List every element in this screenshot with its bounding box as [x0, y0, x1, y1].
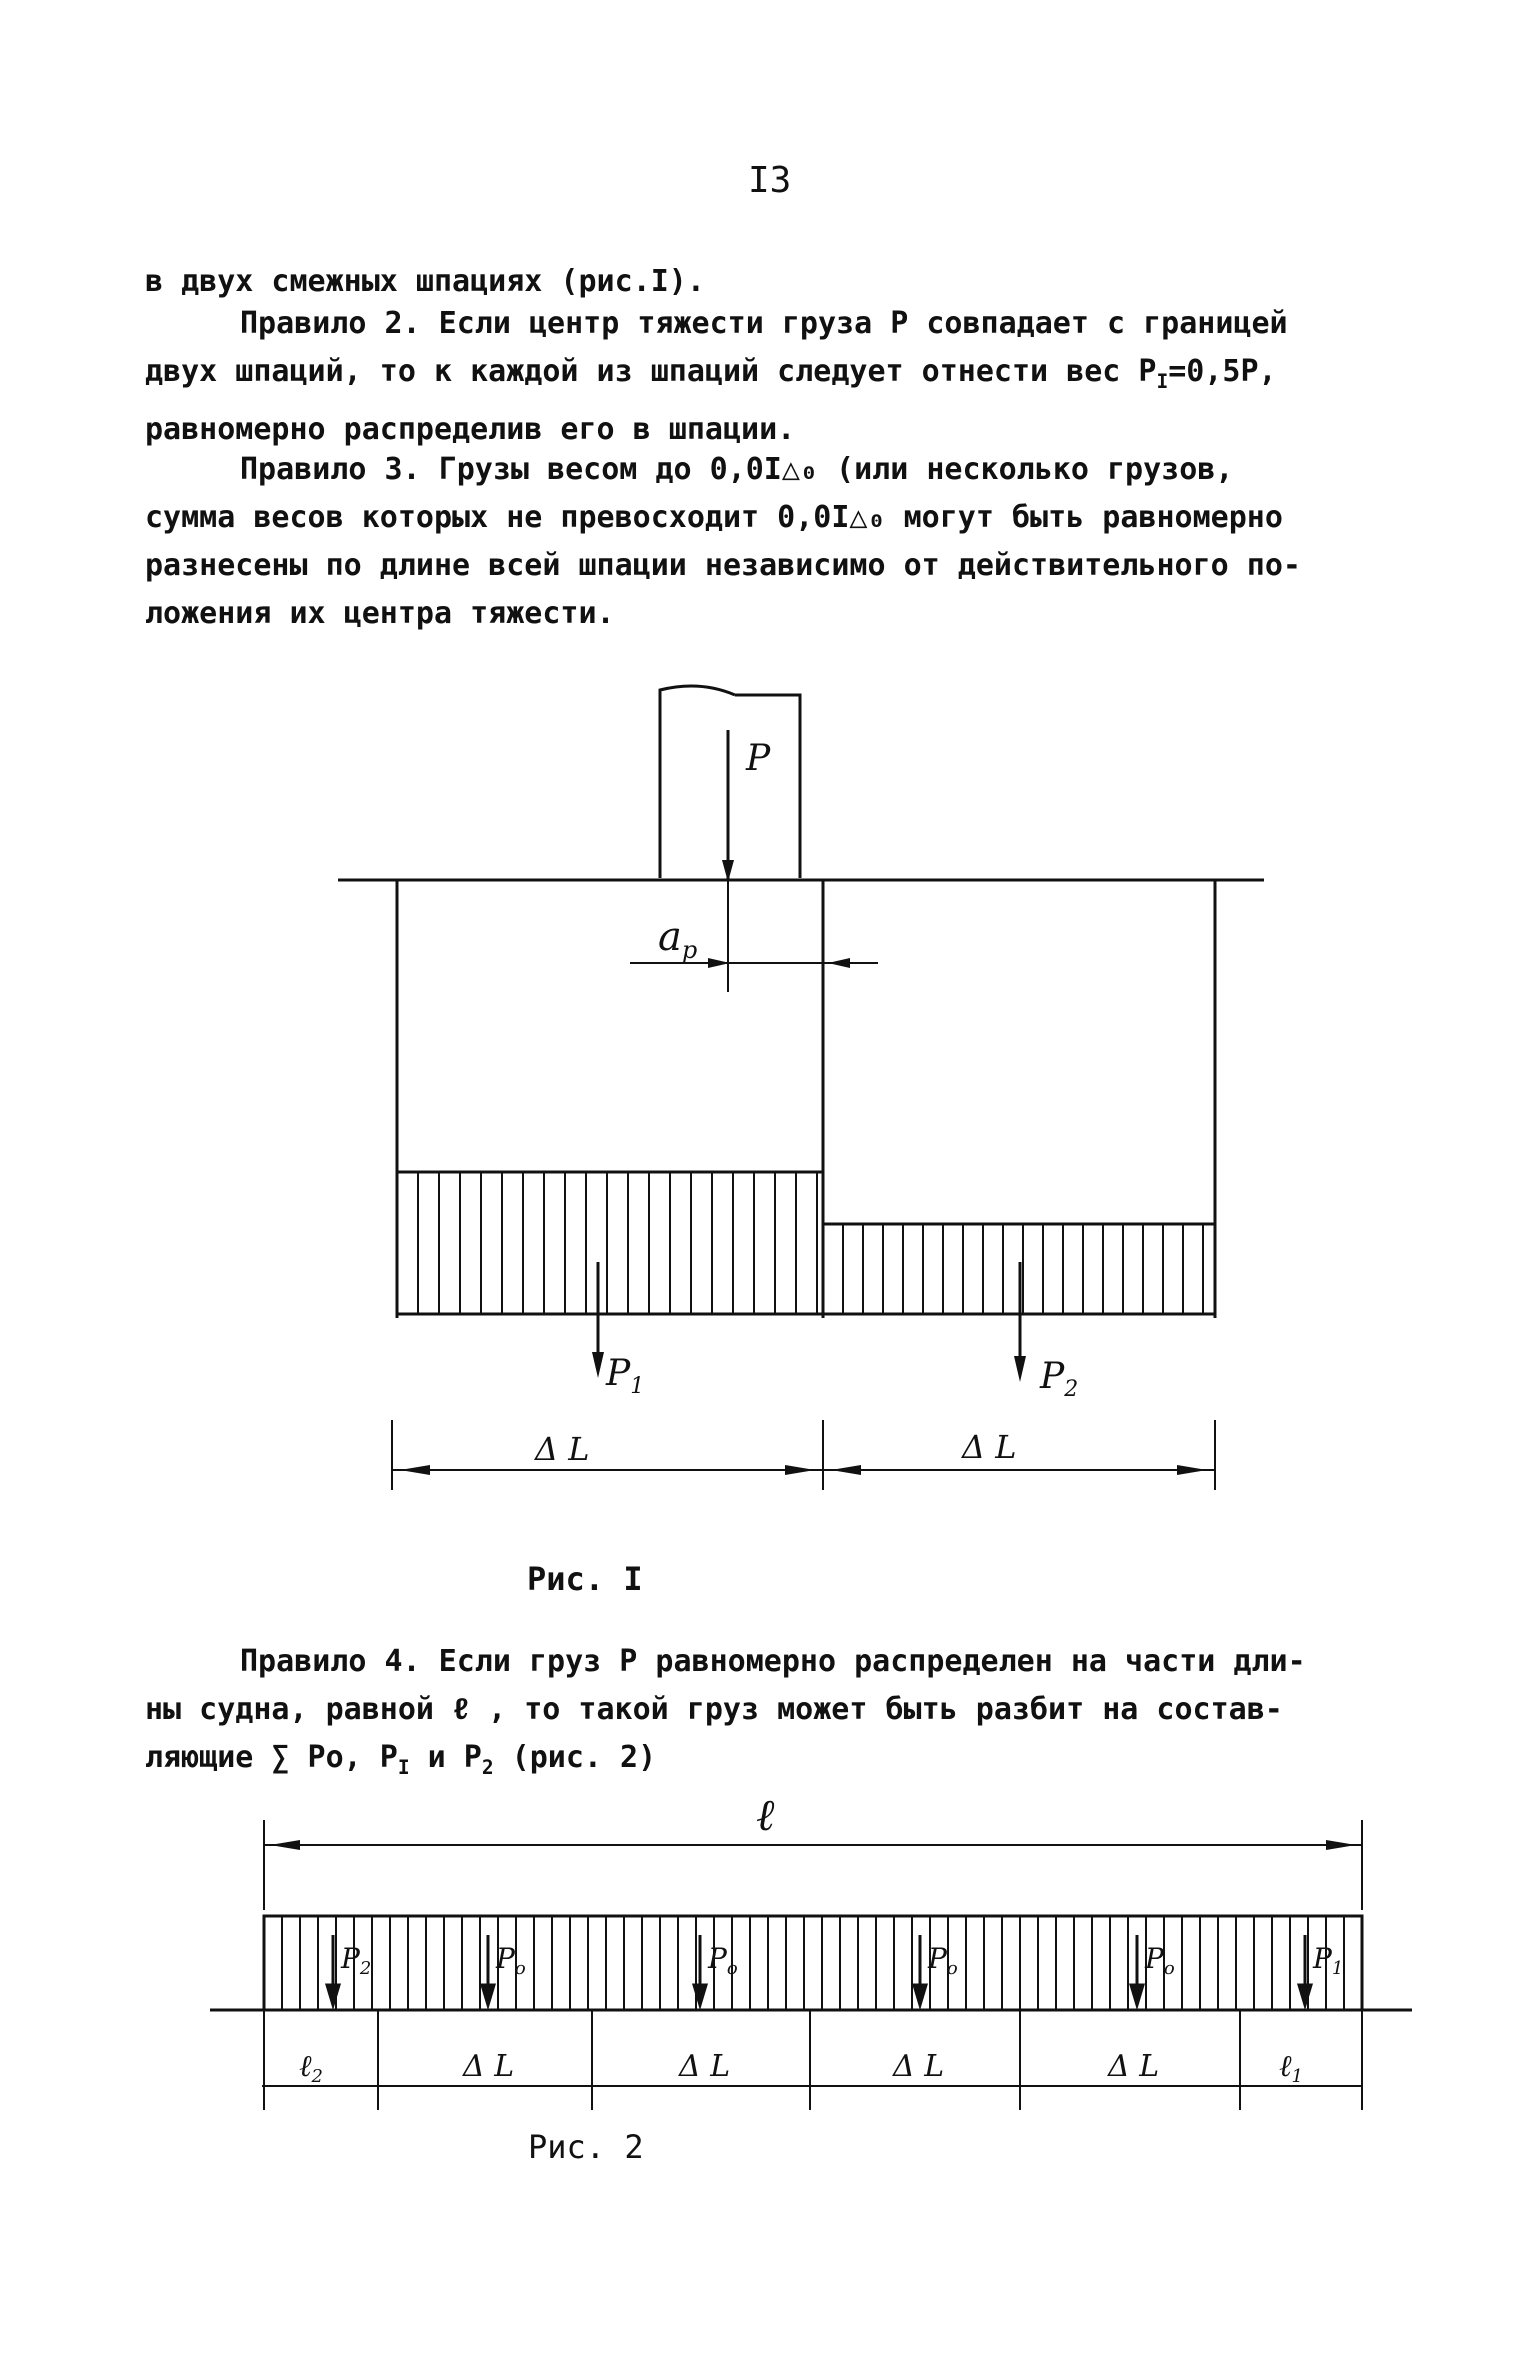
text-line: Правило 3. Грузы весом до 0,0I△₀ (или несколько грузов, — [240, 452, 1234, 487]
text-line: двух шпаций, то к каждой из шпаций следует отнести вес $P_I=0,5P$, — [145, 354, 1277, 393]
text-line: сумма весов которых не превосходит 0,0I△₀ могут быть равномерно — [145, 500, 1283, 535]
label-dl-right: Δ L — [962, 1428, 1017, 1466]
load-label: $P_o$ — [496, 1942, 526, 1979]
arrowhead — [482, 1985, 494, 2005]
segment-label: Δ L — [1108, 2049, 1160, 2084]
segment-label: Δ L — [463, 2049, 515, 2084]
arrowhead — [1131, 1985, 1143, 2005]
text-line: в двух смежных шпациях (рис.I). — [145, 264, 705, 299]
load-label: $P_o$ — [708, 1942, 738, 1979]
figure-1-caption: Рис. I — [527, 1560, 643, 1598]
label-p1: $P_1$ — [606, 1353, 645, 1399]
text-line: равномерно распределив его в шпации. — [145, 412, 796, 447]
segment-label: ℓ$_1$ — [1279, 2049, 1303, 2087]
text-line: Правило 4. Если груз P равномерно распределен на части дли- — [240, 1644, 1306, 1679]
arrowhead — [327, 1985, 339, 2005]
text-line: ложения их центра тяжести. — [145, 596, 615, 631]
arrowhead — [914, 1985, 926, 2005]
text-line: Правило 2. Если центр тяжести груза P совпадает с границей — [240, 306, 1288, 341]
label-p2: $P_2$ — [1040, 1356, 1079, 1402]
segment-label: Δ L — [893, 2049, 945, 2084]
label-ap: $a_p$ — [658, 914, 698, 964]
load-label: $P_2$ — [341, 1942, 372, 1979]
text-line: разнесены по длине всей шпации независимо от действительного по- — [145, 548, 1301, 583]
distributed-load-bar — [264, 1916, 1362, 2010]
label-dl-left: Δ L — [535, 1430, 590, 1468]
label-load-p: P — [746, 738, 771, 779]
arrowhead — [1326, 1840, 1356, 1850]
load-label: $P_o$ — [1145, 1942, 1175, 1979]
load-label: $P_o$ — [928, 1942, 958, 1979]
arrowhead — [1299, 1985, 1311, 2005]
load-label: $P_1$ — [1313, 1942, 1344, 1979]
label-l-total: ℓ — [756, 1790, 775, 1841]
figure-2-caption: Рис. 2 — [528, 2128, 644, 2166]
arrowhead — [270, 1840, 300, 1850]
text-line: ляющие ∑ Po, $P_I$ и $P_2$ (рис. 2) — [145, 1740, 657, 1779]
segment-label: Δ L — [679, 2049, 731, 2084]
text-line: ны судна, равной ℓ , то такой груз может быть разбит на состав- — [145, 1692, 1283, 1727]
segment-label: ℓ$_2$ — [299, 2049, 323, 2087]
page-number: I3 — [748, 160, 792, 201]
